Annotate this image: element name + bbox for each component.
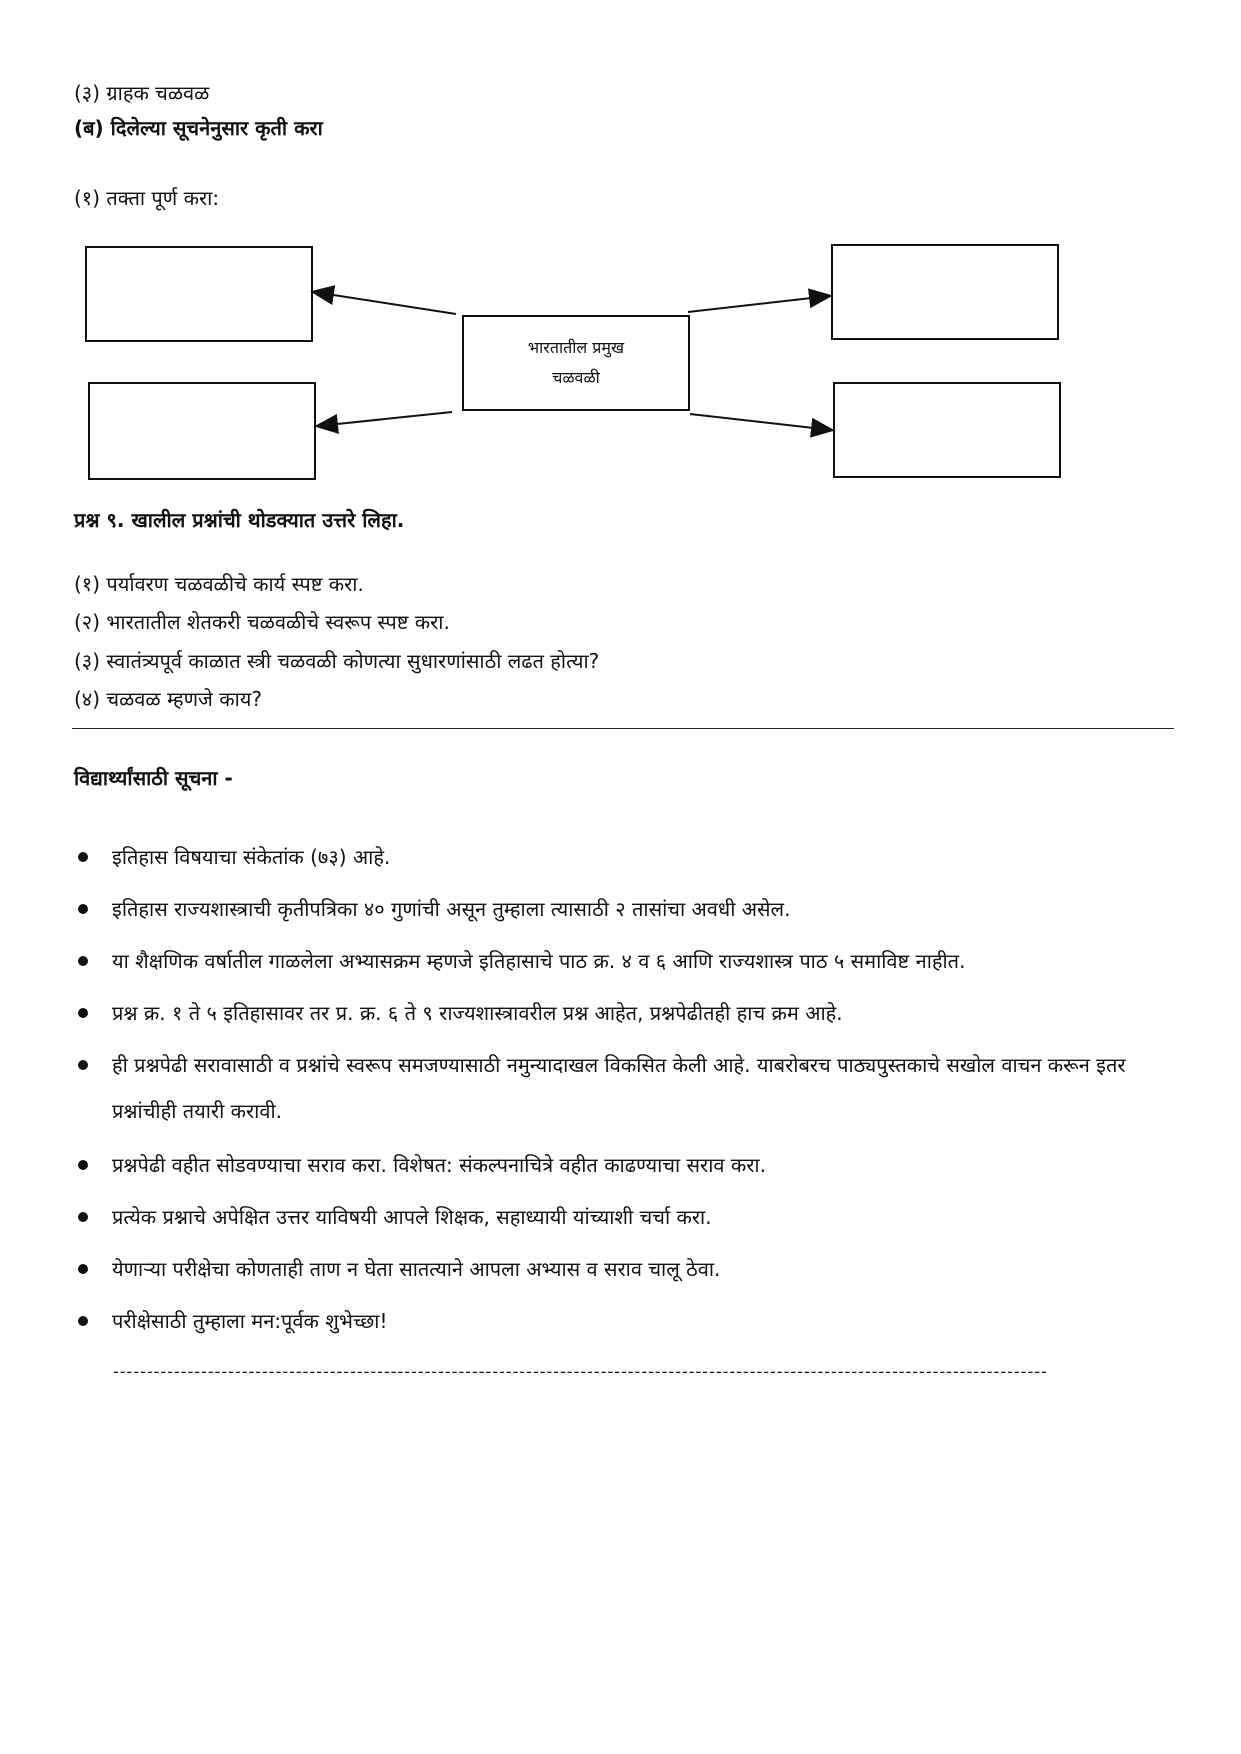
question9-item: (३) स्वातंत्र्यपूर्व काळात स्त्री चळवळी कोणत्या सुधारणांसाठी लढत होत्या?	[74, 649, 600, 673]
task-complete-chart: (१) तक्ता पूर्ण करा:	[74, 186, 220, 210]
instruction-item: या शैक्षणिक वर्षातील गाळलेला अभ्यासक्रम म्हणजे इतिहासाचे पाठ क्र. ४ व ६ आणि राज्यशास्त्र पाठ ५ समाविष्ट नाहीत.	[72, 938, 1182, 984]
instruction-item: प्रश्नपेढी वहीत सोडवण्याचा सराव करा. विशेषत: संकल्पनाचित्रे वहीत काढण्याचा सराव करा.	[72, 1142, 1182, 1188]
center-label-line1: भारतातील प्रमुख	[527, 338, 625, 357]
section-divider	[72, 728, 1174, 729]
question9-item: (४) चळवळ म्हणजे काय?	[74, 687, 263, 711]
bullet-icon	[78, 1212, 88, 1222]
question9-item: (१) पर्यावरण चळवळीचे कार्य स्पष्ट करा.	[74, 572, 364, 596]
bullet-icon	[78, 852, 88, 862]
arrow-to-bottom-left	[318, 412, 452, 426]
bullet-icon	[78, 956, 88, 966]
bullet-icon	[78, 1316, 88, 1326]
footer-dashed-line: ------------------------------------------------------------------------------------------------------------------------------------------	[113, 1362, 1048, 1381]
arrow-to-top-left	[314, 292, 456, 314]
center-label-line2: चळवळी	[552, 368, 600, 387]
instruction-item: परीक्षेसाठी तुम्हाला मन:पूर्वक शुभेच्छा!	[72, 1298, 1182, 1344]
section-b-heading: (ब) दिलेल्या सूचनेनुसार कृती करा	[74, 116, 323, 140]
bullet-icon	[78, 904, 88, 914]
question9-title: प्रश्न ९. खालील प्रश्नांची थोडक्यात उत्तरे लिहा.	[74, 508, 405, 532]
bullet-icon	[78, 1264, 88, 1274]
item-consumer-movement: (३) ग्राहक चळवळ	[74, 81, 210, 105]
instruction-item: ही प्रश्नपेढी सरावासाठी व प्रश्नांचे स्वरूप समजण्यासाठी नमुन्यादाखल विकसित केली आहे. याबरोबरच पाठ्यपुस्तकाचे सखोल वाचन करून इतर प्रश्नांचीही तयारी करावी.	[72, 1042, 1182, 1134]
question9-item: (२) भारतातील शेतकरी चळवळीचे स्वरूप स्पष्ट करा.	[74, 610, 450, 634]
diagram-arrows	[0, 0, 1241, 520]
instructions-title: विद्यार्थ्यांसाठी सूचना -	[74, 766, 233, 790]
instruction-item: प्रत्येक प्रश्नाचे अपेक्षित उत्तर याविषयी आपले शिक्षक, सहाध्यायी यांच्याशी चर्चा करा.	[72, 1194, 1182, 1240]
bullet-icon	[78, 1060, 88, 1070]
instruction-item: इतिहास राज्यशास्त्राची कृतीपत्रिका ४० गुणांची असून तुम्हाला त्यासाठी २ तासांचा अवधी असेल.	[72, 886, 1182, 932]
bullet-icon	[78, 1008, 88, 1018]
instruction-item: येणाऱ्या परीक्षेचा कोणताही ताण न घेता सातत्याने आपला अभ्यास व सराव चालू ठेवा.	[72, 1246, 1182, 1292]
instruction-item: प्रश्न क्र. १ ते ५ इतिहासावर तर प्र. क्र. ६ ते ९ राज्यशास्त्रावरील प्रश्न आहेत, प्रश्नपेढीतही हाच क्रम आहे.	[72, 990, 1182, 1036]
arrow-to-top-right	[688, 296, 829, 312]
bullet-icon	[78, 1160, 88, 1170]
instruction-item: इतिहास विषयाचा संकेतांक (७३) आहे.	[72, 834, 1182, 880]
arrow-to-bottom-right	[690, 414, 831, 430]
